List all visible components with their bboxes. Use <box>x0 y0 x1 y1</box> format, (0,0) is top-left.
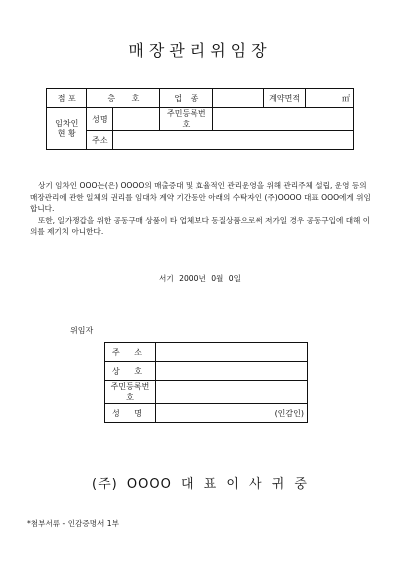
date-line: 서기 2000년 0월 0일 <box>159 274 241 283</box>
business-type-value[interactable] <box>213 89 264 108</box>
recipient-line: (주) OOOO 대 표 이 사 귀 중 <box>92 477 308 492</box>
attachment-note: *첨부서류 - 인감증명서 1부 <box>27 519 119 528</box>
contract-area-unit: ㎡ <box>306 89 354 108</box>
delegator-trade-name-value[interactable] <box>156 362 308 381</box>
tenant-reg-no-value[interactable] <box>213 108 354 131</box>
delegator-seal-note: (인감인) <box>156 404 308 423</box>
floor-unit-label: 층 호 <box>87 89 160 108</box>
delegator-table <box>104 342 308 423</box>
tenant-address-label: 주소 <box>87 131 113 150</box>
body-paragraph-1: 상기 임차인 OOO는(은) OOOO의 매출증대 및 효율적인 관리운영을 위해 관리주체 설립, 운영 등의 매장관리에 관한 일체의 권리를 임대차 계약 기간동안 아래의 수탁자인 (주)OOOO 대표 OOO에게 위임합니다. <box>30 181 371 213</box>
delegator-label: 위임자 <box>70 326 94 335</box>
delegator-trade-name-label: 상 호 <box>105 362 156 381</box>
delegator-reg-no-label: 주민등록번호 <box>105 381 156 404</box>
store-info-table <box>46 88 354 150</box>
delegator-name-row <box>105 404 308 423</box>
store-row <box>47 89 354 108</box>
contract-area-label: 계약면적 <box>264 89 306 108</box>
body-paragraph-2: 또한, 일가쟁갑을 위한 공동구매 상품이 타 업체보다 동질상품으로써 저가일 경우 공동구입에 대해 이의를 제기치 아니한다. <box>30 215 371 236</box>
delegator-reg-no-row <box>105 381 308 404</box>
body-text <box>30 180 376 238</box>
delegator-trade-name-row <box>105 362 308 381</box>
tenant-reg-no-label: 주민등록번호 <box>160 108 213 131</box>
tenant-name-row <box>47 108 354 131</box>
tenant-name-value[interactable] <box>113 108 160 131</box>
delegator-address-value[interactable] <box>156 343 308 362</box>
delegator-address-row <box>105 343 308 362</box>
delegator-address-label: 주 소 <box>105 343 156 362</box>
tenant-address-row <box>47 131 354 150</box>
tenant-status-label: 임차인 현 황 <box>47 108 87 150</box>
business-type-label: 업 종 <box>160 89 213 108</box>
tenant-address-value[interactable] <box>113 131 354 150</box>
document-title: 매장관리위임장 <box>128 41 272 60</box>
delegator-name-label: 성 명 <box>105 404 156 423</box>
tenant-name-label: 성명 <box>87 108 113 131</box>
delegator-reg-no-value[interactable] <box>156 381 308 404</box>
store-label: 점 포 <box>47 89 87 108</box>
